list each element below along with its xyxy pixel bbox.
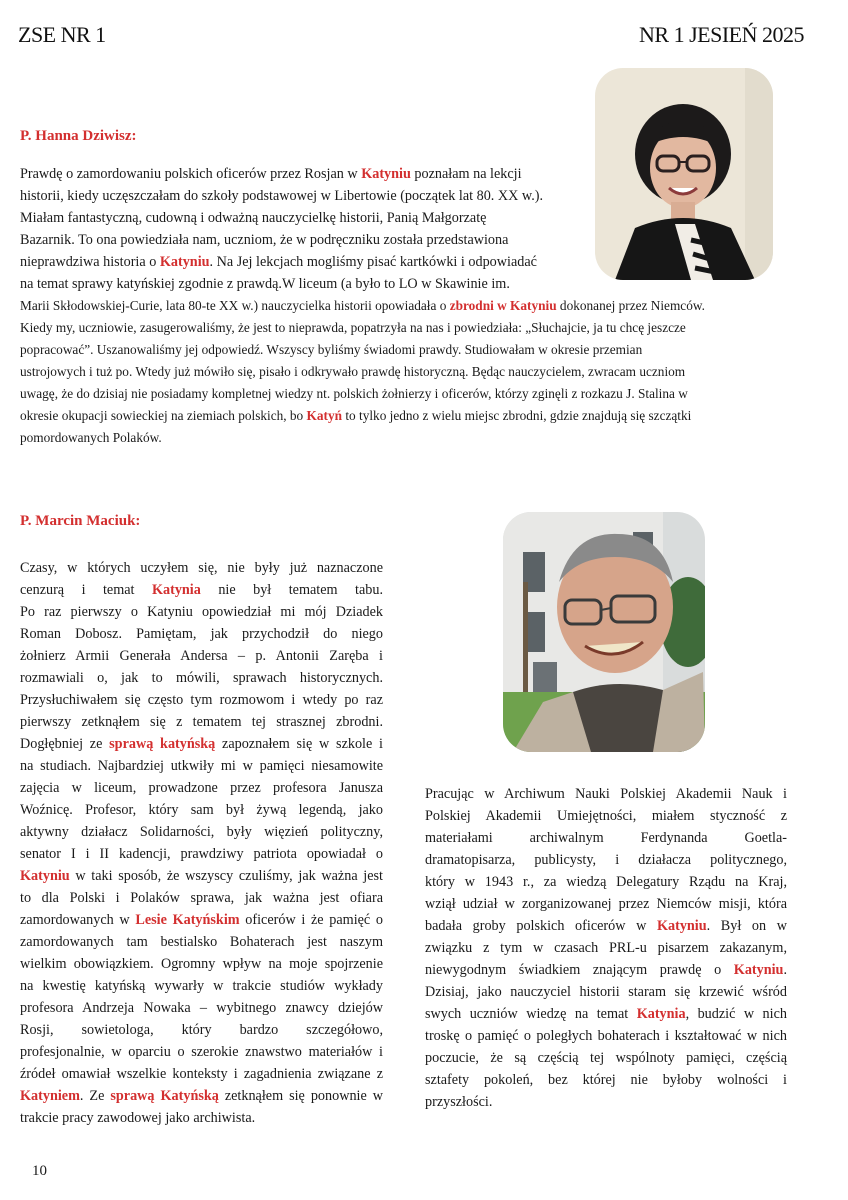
text-segment: żołnierz Armii Generała Andersa – p. Antonii Zaręba i [20, 648, 383, 664]
text-line [20, 843, 383, 865]
author-heading-hanna-dziwisz: P. Hanna Dziwisz: [20, 128, 137, 144]
text-line [20, 1041, 383, 1063]
text-segment: poczucie, że są częścią tej wspólnoty pamięci, częścią [425, 1050, 787, 1066]
text-segment: który w 1943 r., za wiedzą Delegatury Rządu na Kraj, [425, 874, 787, 890]
text-segment: profesjonalnie, w oparciu o szerokie znawstwo materiałów i [20, 1044, 383, 1060]
text-line [425, 1003, 787, 1025]
text-line [425, 827, 787, 849]
text-line [20, 383, 792, 405]
text-segment: Rosji, sowietologa, który bardzo szczegółowo, [20, 1022, 383, 1038]
text-line [20, 1085, 383, 1107]
text-line [20, 887, 383, 909]
text-line [20, 1019, 383, 1041]
text-line [20, 975, 383, 997]
highlighted-keyword: sprawą katyńską [109, 736, 216, 752]
text-segment: Miałam fantastyczną, cudowną i odważną nauczycielkę historii, Panią Małgorzatę [20, 210, 487, 226]
text-line [425, 937, 787, 959]
highlighted-keyword: Katyniu [656, 918, 707, 934]
page-number: 10 [32, 1163, 47, 1179]
text-line [425, 1025, 787, 1047]
text-segment: . Ze [79, 1088, 111, 1104]
text-segment: Przysłuchiwałem się często tym rozmowom i wtedy po raz [20, 692, 383, 708]
text-line [425, 871, 787, 893]
text-line [20, 557, 383, 579]
text-line [20, 229, 570, 251]
text-segment: uwagę, że do dzisiaj nie posiadamy kompletnej wiedzy nt. polskich żołnierzy i oficerów, którzy zginęli z rozkazu J. Stalina w [20, 386, 688, 401]
text-segment: zamordowanych w [20, 912, 136, 928]
text-line [20, 601, 383, 623]
text-line [425, 1047, 787, 1069]
text-line [425, 893, 787, 915]
section1-paragraph-narrow [20, 163, 570, 295]
text-line [20, 317, 792, 339]
highlighted-keyword: Katyniem [20, 1088, 80, 1104]
text-line [20, 427, 792, 449]
text-line [20, 251, 570, 273]
photo-hanna-dziwisz [595, 68, 773, 280]
text-line [425, 783, 787, 805]
highlighted-keyword: Katyń [306, 408, 343, 423]
text-line [20, 1063, 383, 1085]
text-segment: dokonanej przez Niemców. [556, 298, 705, 313]
text-line [20, 821, 383, 843]
text-line [20, 185, 570, 207]
text-segment: Dogłębniej ze [20, 736, 110, 752]
text-segment: przyszłości. [425, 1094, 493, 1110]
text-line [20, 645, 383, 667]
text-line [425, 981, 787, 1003]
text-segment: dramatopisarza, publicysty, i działacza politycznego, [425, 852, 787, 868]
text-segment: niewygodnym świadkiem znającym prawdę o [425, 962, 734, 978]
text-segment: Bazarnik. To ona powiedziała nam, uczniom, że w podręczniku została przedstawiona [20, 232, 509, 248]
text-segment: sztafety pokoleń, bez której nie byłoby wolności i [425, 1072, 787, 1088]
text-segment: senator I i II kadencji, prawdziwy patriota opowiadał o [20, 846, 383, 862]
text-line [20, 579, 383, 601]
text-segment: Kiedy my, uczniowie, zasugerowaliśmy, że jest to nieprawda, popatrzyła na nas i powiedziała: „Słuchajcie, ja tu chcę jeszcze [20, 320, 686, 335]
text-segment: ustrojowych i tuż po. Wtedy już mówiło się, pisało i odkrywało prawdę historyczną. Będąc nauczycielem, zwracam uczniom [20, 364, 686, 379]
text-segment: profesora Andrzeja Nowaka – wybitnego znawcy dziejów [20, 1000, 383, 1016]
text-segment: Prawdę o zamordowaniu polskich oficerów przez Rosjan w [20, 166, 362, 182]
highlighted-keyword: Katyniu [159, 254, 210, 270]
text-segment: zamordowanych tam bestialsko Bohaterach jest naszym [20, 934, 383, 950]
highlighted-keyword: Katynia [151, 582, 201, 598]
highlighted-keyword: Lesie Katyńskim [135, 912, 240, 928]
text-line [425, 959, 787, 981]
text-segment: troskę o pamięć o poległych bohaterach i kształtować w nich [425, 1028, 787, 1044]
text-segment: historii, kiedy uczęszczałam do szkoły podstawowej w Libertowie (początek lat 80. XX w.). [20, 188, 544, 204]
text-segment: zapoznałem się w szkole i [215, 736, 384, 752]
portrait-man-icon [503, 512, 705, 752]
text-line [20, 931, 383, 953]
text-segment: nieprawdziwa historia o [20, 254, 160, 270]
text-segment: poznałam na lekcji [410, 166, 522, 182]
text-line [425, 915, 787, 937]
text-segment: Pracując w Archiwum Nauki Polskiej Akademii Nauk i [425, 786, 787, 802]
text-segment: . Był on w [706, 918, 787, 934]
highlighted-keyword: Katyniu [361, 166, 411, 182]
header-issue-date: NR 1 JESIEŃ 2025 [639, 22, 804, 47]
text-line [425, 1091, 787, 1113]
text-segment: Polskiej Akademii Umiejętności, miałem styczność z [425, 808, 787, 824]
text-segment: pomordowanych Polaków. [20, 430, 162, 445]
text-segment: rozmawiali o, jak to mówili, sprawach historycznych. [20, 670, 383, 686]
text-segment: Woźnicę. Profesor, który sam był żywą legendą, jako [20, 802, 383, 818]
text-segment: związku z tym w czasach PRL-u pisarzem zakazanym, [425, 940, 787, 956]
text-line [20, 799, 383, 821]
highlighted-keyword: zbrodni w Katyniu [449, 298, 557, 313]
text-segment: badała groby polskich oficerów w [425, 918, 657, 934]
text-line [20, 711, 383, 733]
text-segment: w taki sposób, że wszyscy czuliśmy, jak ważna jest [69, 868, 383, 884]
text-segment: pierwszy zetknąłem się z tematem tej strasznej zbrodni. [20, 714, 383, 730]
text-line [20, 909, 383, 931]
text-segment: wziął udział w zorganizowanej przez Niemców misji, która [425, 896, 787, 912]
section1-paragraph-wide [20, 295, 792, 449]
text-segment: Po raz pierwszy o Katyniu opowiedział mi mój Dziadek [20, 604, 383, 620]
highlighted-keyword: sprawą Katyńską [110, 1088, 219, 1104]
text-segment: to tylko jedno z wielu miejsc zbrodni, gdzie znajdują się szczątki [342, 408, 692, 423]
text-line [20, 405, 792, 427]
text-line [20, 339, 792, 361]
text-segment: zajęcia w liceum, prowadzone przez profesora Janusza [20, 780, 383, 796]
text-line [20, 953, 383, 975]
section2-paragraph-left [20, 557, 383, 1129]
text-line [20, 997, 383, 1019]
highlighted-keyword: Katyniu [733, 962, 784, 978]
text-segment: . [783, 962, 787, 978]
text-segment: na kwestię katyńską wywarły w trakcie studiów wykłady [20, 978, 383, 994]
text-line [425, 1069, 787, 1091]
text-segment: nie był tematem tabu. [200, 582, 383, 598]
text-segment: Czasy, w których uczyłem się, nie były już naznaczone [20, 560, 383, 576]
highlighted-keyword: Katyniu [20, 868, 70, 884]
photo-marcin-maciuk [503, 512, 705, 752]
text-segment: aktywny działacz Solidarności, były więzień polityczny, [20, 824, 383, 840]
text-segment: Roman Dobosz. Pamiętam, jak przychodził do niego [20, 626, 383, 642]
text-segment: Marii Skłodowskiej-Curie, lata 80-te XX w.) nauczycielka historii opowiadała o [20, 298, 450, 313]
text-line [425, 849, 787, 871]
text-segment: na studiach. Najbardziej utkwiły mi w pamięci niesamowite [20, 758, 383, 774]
text-line [20, 689, 383, 711]
text-segment: swych uczniów wiedzę na temat [425, 1006, 637, 1022]
highlighted-keyword: Katynia [636, 1006, 686, 1022]
text-segment: cenzurą i temat [20, 582, 152, 598]
section2-paragraph-right [425, 783, 787, 1113]
text-segment: oficerów i że pamięć o [239, 912, 384, 928]
text-segment: na temat sprawy katyńskiej zgodnie z prawdą.W liceum (a było to LO w Skawinie im. [20, 276, 510, 292]
text-segment: zetknąłem się ponownie w [218, 1088, 383, 1104]
text-line [20, 163, 570, 185]
text-line [20, 865, 383, 887]
text-segment: materiałami archiwalnym Ferdynanda Goetla- [425, 830, 787, 846]
text-segment: , budzić w nich [685, 1006, 787, 1022]
text-segment: trakcie pracy zawodowej jako archiwista. [20, 1110, 256, 1126]
text-segment: źródeł omawiał wszelkie konteksty i zagadnienia związane z [20, 1066, 383, 1082]
text-line [425, 805, 787, 827]
text-line [20, 207, 570, 229]
text-segment: . Na Jej lekcjach mogliśmy pisać kartkówki i odpowiadać [209, 254, 537, 270]
text-line [20, 667, 383, 689]
text-line [20, 295, 792, 317]
text-line [20, 1107, 383, 1129]
text-line [20, 361, 792, 383]
text-segment: Dzisiaj, jako nauczyciel historii staram się krzewić wśród [425, 984, 787, 1000]
text-line [20, 755, 383, 777]
text-line [20, 623, 383, 645]
text-segment: okresie okupacji sowieckiej na ziemiach polskich, bo [20, 408, 307, 423]
text-line [20, 273, 570, 295]
text-segment: wielkim obowiązkiem. Ogromny wpływ na moje spojrzenie [20, 956, 383, 972]
header-publication-name: ZSE NR 1 [18, 22, 106, 47]
text-segment: popracować”. Uszanowaliśmy jej odpowiedź. Wszyscy byliśmy świadomi prawdy. Studiowałam w okresie przemian [20, 342, 643, 357]
text-line [20, 733, 383, 755]
text-segment: to dla Polski i Polaków sprawa, jak ważna jest ofiara [20, 890, 383, 906]
author-heading-marcin-maciuk: P. Marcin Maciuk: [20, 513, 141, 529]
portrait-woman-icon [595, 68, 773, 280]
text-line [20, 777, 383, 799]
